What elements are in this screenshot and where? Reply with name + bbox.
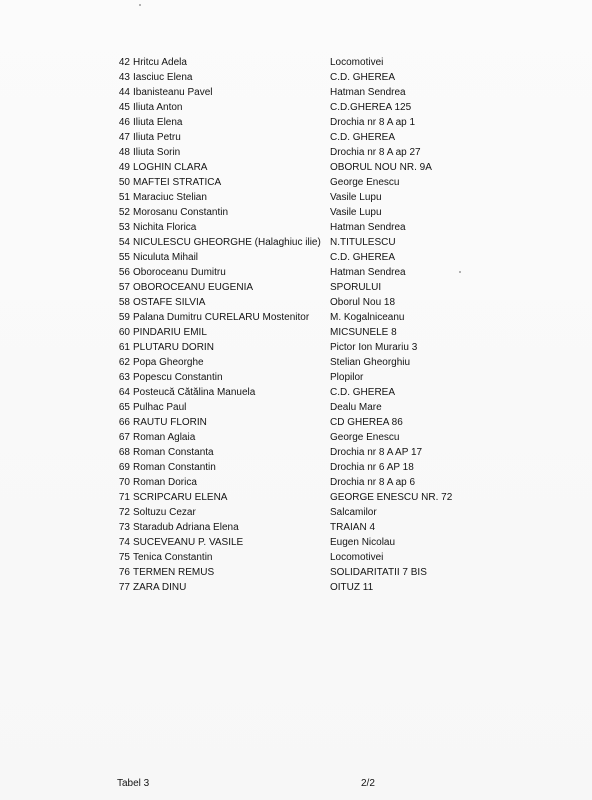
row-number: 74: [118, 537, 130, 548]
table-row: [108, 430, 548, 445]
person-name: Iliuta Anton: [133, 102, 183, 113]
table-row: [108, 70, 548, 85]
table-row: [108, 490, 548, 505]
person-name: Ibanisteanu Pavel: [133, 87, 213, 98]
person-name: Iliuta Elena: [133, 117, 183, 128]
street-address: Hatman Sendrea: [330, 87, 406, 98]
row-number: 58: [118, 297, 130, 308]
person-name: Niculuta Mihail: [133, 252, 199, 263]
row-number: 56: [118, 267, 130, 278]
row-number: 61: [118, 342, 130, 353]
footer-page-number: 2/2: [361, 778, 375, 789]
row-number: 42: [118, 57, 130, 68]
name-address-table: [108, 55, 548, 595]
person-name: Popa Gheorghe: [133, 357, 204, 368]
table-row: [108, 310, 548, 325]
table-row: [108, 460, 548, 475]
person-name: Pulhac Paul: [133, 402, 187, 413]
row-number: 73: [118, 522, 130, 533]
street-address: Locomotivei: [330, 552, 384, 563]
street-address: Locomotivei: [330, 57, 384, 68]
row-number: 59: [118, 312, 130, 323]
row-number: 57: [118, 282, 130, 293]
person-name: Morosanu Constantin: [133, 207, 229, 218]
table-row: [108, 370, 548, 385]
street-address: Hatman Sendrea: [330, 222, 406, 233]
street-address: Plopilor: [330, 372, 364, 383]
table-row: [108, 295, 548, 310]
table-row: [108, 415, 548, 430]
table-row: [108, 535, 548, 550]
street-address: SPORULUI: [330, 282, 382, 293]
person-name: OSTAFE SILVIA: [133, 297, 206, 308]
street-address: C.D. GHEREA: [330, 72, 396, 83]
person-name: PLUTARU DORIN: [133, 342, 214, 353]
row-number: 68: [118, 447, 130, 458]
street-address: OBORUL NOU NR. 9A: [330, 162, 432, 173]
person-name: Roman Dorica: [133, 477, 197, 488]
person-name: TERMEN REMUS: [133, 567, 215, 578]
street-address: C.D. GHEREA: [330, 387, 396, 398]
person-name: Hritcu Adela: [133, 57, 187, 68]
street-address: Vasile Lupu: [330, 207, 382, 218]
street-address: SOLIDARITATII 7 BIS: [330, 567, 427, 578]
row-number: 54: [118, 237, 130, 248]
person-name: ZARA DINU: [133, 582, 187, 593]
person-name: Roman Constanta: [133, 447, 214, 458]
person-name: Iliuta Sorin: [133, 147, 181, 158]
footer-table-label: Tabel 3: [117, 778, 150, 789]
street-address: Dealu Mare: [330, 402, 382, 413]
row-number: 72: [118, 507, 130, 518]
row-number: 53: [118, 222, 130, 233]
table-row: [108, 385, 548, 400]
street-address: Eugen Nicolau: [330, 537, 396, 548]
table-row: [108, 355, 548, 370]
table-row: [108, 235, 548, 250]
row-number: 67: [118, 432, 130, 443]
person-name: Roman Aglaia: [133, 432, 196, 443]
street-address: C.D.GHEREA 125: [330, 102, 412, 113]
street-address: N.TITULESCU: [330, 237, 396, 248]
table-row: [108, 505, 548, 520]
row-number: 62: [118, 357, 130, 368]
row-number: 50: [118, 177, 130, 188]
street-address: M. Kogalniceanu: [330, 312, 405, 323]
row-number: 66: [118, 417, 130, 428]
person-name: Tenica Constantin: [133, 552, 213, 563]
street-address: Drochia nr 8 A AP 17: [330, 447, 423, 458]
person-name: PINDARIU EMIL: [133, 327, 207, 338]
row-number: 52: [118, 207, 130, 218]
street-address: Pictor Ion Murariu 3: [330, 342, 418, 353]
row-number: 69: [118, 462, 130, 473]
person-name: SUCEVEANU P. VASILE: [133, 537, 244, 548]
person-name: OBOROCEANU EUGENIA: [133, 282, 254, 293]
table-row: [108, 580, 548, 595]
row-number: 43: [118, 72, 130, 83]
street-address: Vasile Lupu: [330, 192, 382, 203]
person-name: SCRIPCARU ELENA: [133, 492, 228, 503]
row-number: 46: [118, 117, 130, 128]
row-number: 44: [118, 87, 130, 98]
row-number: 48: [118, 147, 130, 158]
person-name: MAFTEI STRATICA: [133, 177, 222, 188]
row-number: 76: [118, 567, 130, 578]
person-name: Iasciuc Elena: [133, 72, 193, 83]
person-name: Staradub Adriana Elena: [133, 522, 239, 533]
person-name: NICULESCU GHEORGHE (Halaghiuc ilie): [133, 237, 321, 248]
street-address: Drochia nr 8 A ap 1: [330, 117, 416, 128]
person-name: Maraciuc Stelian: [133, 192, 207, 203]
row-number: 65: [118, 402, 130, 413]
person-name: Soltuzu Cezar: [133, 507, 196, 518]
person-name: Popescu Constantin: [133, 372, 223, 383]
table-row: [108, 115, 548, 130]
row-number: 51: [118, 192, 130, 203]
row-number: 71: [118, 492, 130, 503]
street-address: George Enescu: [330, 177, 400, 188]
table-row: [108, 220, 548, 235]
street-address: Drochia nr 8 A ap 6: [330, 477, 416, 488]
row-number: 70: [118, 477, 130, 488]
person-name: Palana Dumitru CURELARU Mostenitor: [133, 312, 310, 323]
person-name: Oboroceanu Dumitru: [133, 267, 226, 278]
table-row: [108, 85, 548, 100]
table-row: [108, 55, 548, 70]
street-address: Drochia nr 6 AP 18: [330, 462, 414, 473]
street-address: MICSUNELE 8: [330, 327, 397, 338]
table-row: [108, 325, 548, 340]
table-row: [108, 550, 548, 565]
person-name: Iliuta Petru: [133, 132, 181, 143]
street-address: Oborul Nou 18: [330, 297, 396, 308]
table-row: [108, 400, 548, 415]
table-row: [108, 100, 548, 115]
row-number: 64: [118, 387, 130, 398]
table-row: [108, 190, 548, 205]
person-name: Nichita Florica: [133, 222, 197, 233]
table-row: [108, 565, 548, 580]
street-address: Hatman Sendrea: [330, 267, 406, 278]
table-row: [108, 445, 548, 460]
street-address: OITUZ 11: [330, 582, 374, 593]
street-address: George Enescu: [330, 432, 400, 443]
person-name: Posteucă Cătălina Manuela: [133, 387, 256, 398]
street-address: TRAIAN 4: [330, 522, 376, 533]
table-row: [108, 280, 548, 295]
table-row: [108, 145, 548, 160]
street-address: Salcamilor: [330, 507, 377, 518]
table-row: [108, 130, 548, 145]
person-name: RAUTU FLORIN: [133, 417, 207, 428]
row-number: 49: [118, 162, 130, 173]
street-address: Stelian Gheorghiu: [330, 357, 411, 368]
street-address: Drochia nr 8 A ap 27: [330, 147, 421, 158]
row-number: 47: [118, 132, 130, 143]
row-number: 55: [118, 252, 130, 263]
street-address: GEORGE ENESCU NR. 72: [330, 492, 453, 503]
person-name: LOGHIN CLARA: [133, 162, 208, 173]
table-row: [108, 175, 548, 190]
scan-speck: [139, 4, 141, 6]
row-number: 45: [118, 102, 130, 113]
table-row: [108, 205, 548, 220]
table-row: [108, 250, 548, 265]
table-row: [108, 340, 548, 355]
table-row: [108, 265, 548, 280]
street-address: C.D. GHEREA: [330, 132, 396, 143]
street-address: C.D. GHEREA: [330, 252, 396, 263]
table-row: [108, 160, 548, 175]
person-name: Roman Constantin: [133, 462, 216, 473]
row-number: 60: [118, 327, 130, 338]
row-number: 63: [118, 372, 130, 383]
table-row: [108, 475, 548, 490]
row-number: 75: [118, 552, 130, 563]
street-address: CD GHEREA 86: [330, 417, 403, 428]
table-row: [108, 520, 548, 535]
row-number: 77: [118, 582, 130, 593]
